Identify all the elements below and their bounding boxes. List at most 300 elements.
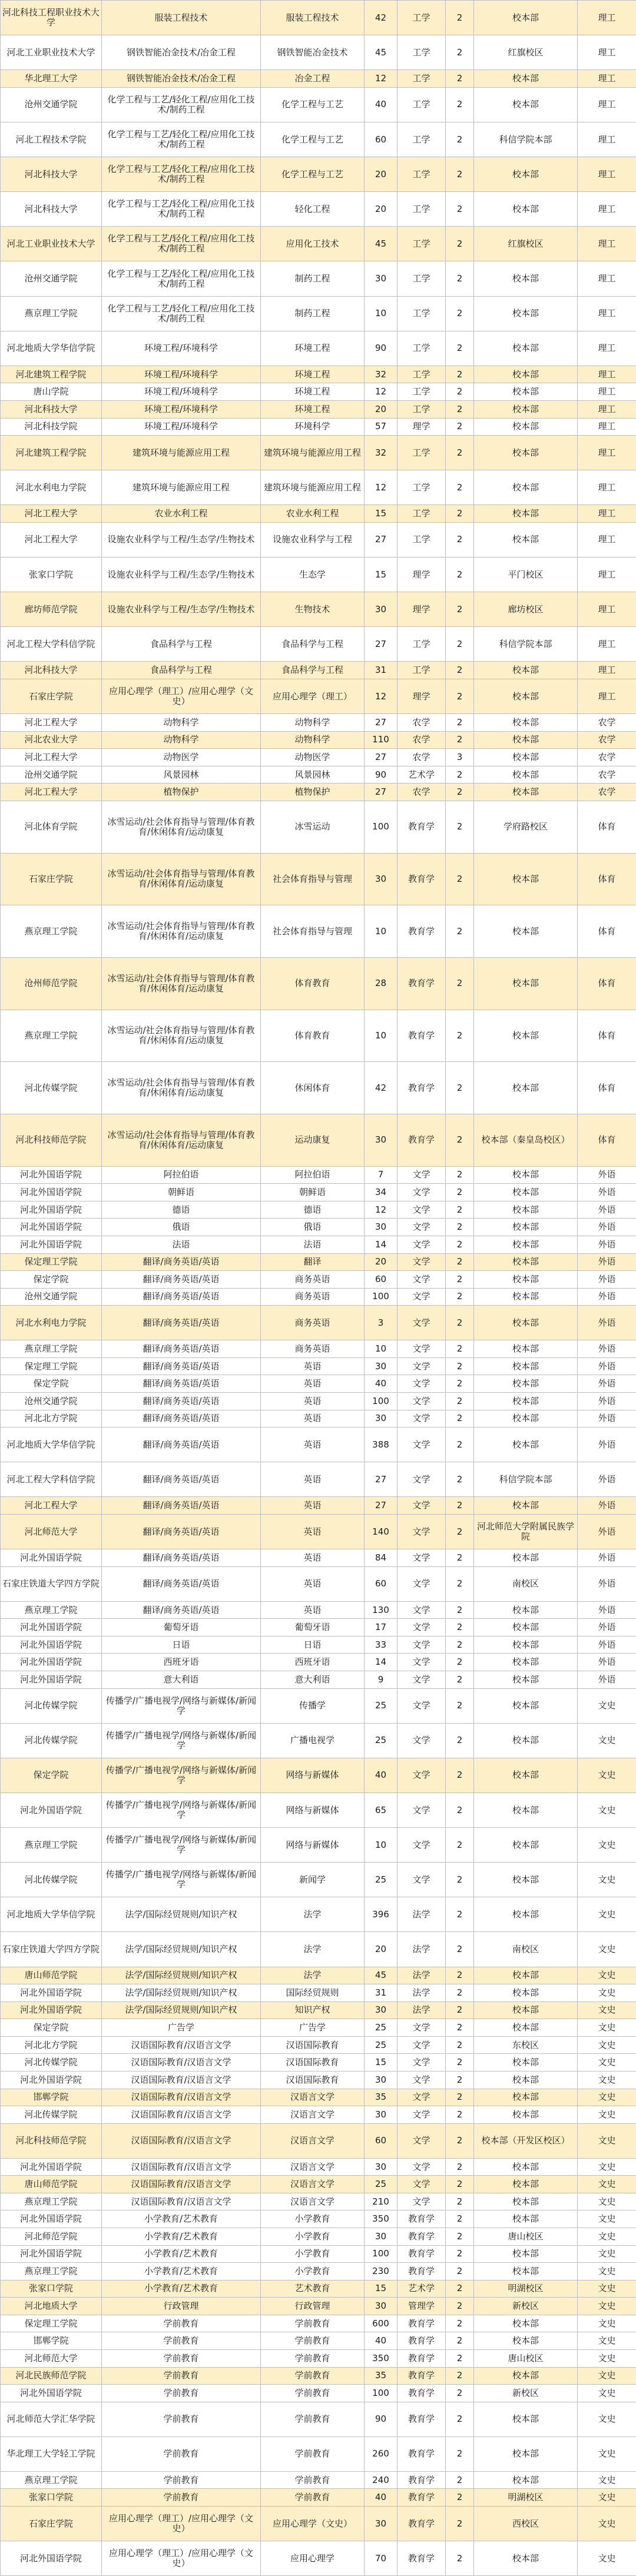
table-row bbox=[1, 1340, 636, 1358]
school-cell: 河北外国语学院 bbox=[1, 1184, 102, 1201]
school-cell: 保定理工学院 bbox=[1, 2315, 102, 2332]
campus-cell: 校本部 bbox=[474, 2210, 578, 2228]
discipline-cell: 文学 bbox=[398, 1671, 446, 1689]
category-cell: 文史 bbox=[578, 2089, 636, 2106]
duration-cell: 3 bbox=[446, 749, 474, 766]
category-cell: 理工 bbox=[578, 70, 636, 88]
quota-cell: 27 bbox=[365, 749, 398, 766]
table-row bbox=[1, 522, 636, 557]
major-group-cell: 服装工程技术 bbox=[102, 1, 261, 35]
table-row bbox=[1, 2402, 636, 2436]
school-cell: 河北外国语学院 bbox=[1, 1219, 102, 1236]
discipline-cell: 工学 bbox=[398, 522, 446, 557]
quota-cell: 32 bbox=[365, 366, 398, 383]
quota-cell: 12 bbox=[365, 470, 398, 505]
table-row bbox=[1, 1184, 636, 1201]
school-cell: 河北外国语学院 bbox=[1, 2001, 102, 2019]
quota-cell: 30 bbox=[365, 1357, 398, 1375]
major-cell: 学前教育 bbox=[261, 2436, 365, 2471]
category-cell: 文史 bbox=[578, 2471, 636, 2489]
campus-cell: 校本部 bbox=[474, 2367, 578, 2385]
category-cell: 文史 bbox=[578, 2385, 636, 2402]
major-group-cell: 环境工程/环境科学 bbox=[102, 418, 261, 436]
major-cell: 冰雪运动 bbox=[261, 801, 365, 853]
school-cell: 沧州交通学院 bbox=[1, 766, 102, 784]
category-cell: 理工 bbox=[578, 261, 636, 296]
school-cell: 河北工程大学 bbox=[1, 714, 102, 732]
major-cell: 汉语言文学 bbox=[261, 2176, 365, 2193]
major-group-cell: 行政管理 bbox=[102, 2298, 261, 2315]
duration-cell: 2 bbox=[446, 35, 474, 70]
category-cell: 文史 bbox=[578, 2280, 636, 2298]
quota-cell: 27 bbox=[365, 1462, 398, 1497]
campus-cell: 校本部 bbox=[474, 1, 578, 35]
duration-cell: 2 bbox=[446, 1184, 474, 1201]
major-group-cell: 环境工程/环境科学 bbox=[102, 400, 261, 418]
campus-cell: 校本部 bbox=[474, 1062, 578, 1114]
quota-cell: 110 bbox=[365, 731, 398, 749]
discipline-cell: 工学 bbox=[398, 627, 446, 662]
duration-cell: 2 bbox=[446, 1393, 474, 1410]
major-cell: 广播电视学 bbox=[261, 1723, 365, 1758]
major-group-cell: 小学教育/艺术教育 bbox=[102, 2245, 261, 2263]
major-group-cell: 化学工程与工艺/轻化工程/应用化工技术/制药工程 bbox=[102, 296, 261, 331]
major-cell: 应用心理学 bbox=[261, 2541, 365, 2576]
discipline-cell: 教育学 bbox=[398, 2315, 446, 2332]
school-cell: 河北工程大学 bbox=[1, 1497, 102, 1515]
major-group-cell: 学前教育 bbox=[102, 2471, 261, 2489]
major-cell: 行政管理 bbox=[261, 2298, 365, 2315]
category-cell: 外语 bbox=[578, 1288, 636, 1306]
discipline-cell: 工学 bbox=[398, 227, 446, 261]
table-row bbox=[1, 2245, 636, 2263]
major-group-cell: 西班牙语 bbox=[102, 1654, 261, 1671]
table-row bbox=[1, 557, 636, 592]
quota-cell: 25 bbox=[365, 2176, 398, 2193]
major-group-cell: 学前教育 bbox=[102, 2385, 261, 2402]
category-cell: 文史 bbox=[578, 2263, 636, 2280]
quota-cell: 27 bbox=[365, 714, 398, 732]
major-cell: 英语 bbox=[261, 1357, 365, 1375]
quota-cell: 20 bbox=[365, 157, 398, 192]
discipline-cell: 工学 bbox=[398, 1, 446, 35]
major-cell: 网络与新媒体 bbox=[261, 1792, 365, 1827]
school-cell: 河北科技学院 bbox=[1, 418, 102, 436]
school-cell: 邯郸学院 bbox=[1, 2089, 102, 2106]
quota-cell: 30 bbox=[365, 2158, 398, 2176]
table-row bbox=[1, 2123, 636, 2158]
category-cell: 理工 bbox=[578, 331, 636, 366]
campus-cell: 校本部 bbox=[474, 957, 578, 1010]
school-cell: 沧州交通学院 bbox=[1, 1288, 102, 1306]
category-cell: 外语 bbox=[578, 1566, 636, 1601]
category-cell: 文史 bbox=[578, 2228, 636, 2246]
table-row bbox=[1, 905, 636, 958]
campus-cell: 校本部 bbox=[474, 2001, 578, 2019]
campus-cell: 校本部 bbox=[474, 2054, 578, 2072]
major-group-cell: 小学教育/艺术教育 bbox=[102, 2228, 261, 2246]
major-cell: 汉语言文学 bbox=[261, 2158, 365, 2176]
major-cell: 化学工程与工艺 bbox=[261, 157, 365, 192]
duration-cell: 2 bbox=[446, 436, 474, 470]
duration-cell: 2 bbox=[446, 2001, 474, 2019]
major-cell: 英语 bbox=[261, 1410, 365, 1428]
duration-cell: 2 bbox=[446, 2158, 474, 2176]
discipline-cell: 农学 bbox=[398, 784, 446, 801]
category-cell: 理工 bbox=[578, 1, 636, 35]
quota-cell: 27 bbox=[365, 522, 398, 557]
major-cell: 汉语言文学 bbox=[261, 2193, 365, 2210]
major-group-cell: 食品科学与工程 bbox=[102, 662, 261, 679]
major-group-cell: 法语 bbox=[102, 1236, 261, 1253]
major-group-cell: 传播学/广播电视学/网络与新媒体/新闻学 bbox=[102, 1828, 261, 1863]
school-cell: 沧州交通学院 bbox=[1, 261, 102, 296]
major-cell: 学前教育 bbox=[261, 2367, 365, 2385]
table-row bbox=[1, 1671, 636, 1689]
major-group-cell: 法学/国际经贸规则/知识产权 bbox=[102, 1984, 261, 2002]
duration-cell: 2 bbox=[446, 261, 474, 296]
duration-cell: 2 bbox=[446, 714, 474, 732]
major-group-cell: 化学工程与工艺/轻化工程/应用化工技术/制药工程 bbox=[102, 227, 261, 261]
duration-cell: 2 bbox=[446, 1723, 474, 1758]
major-cell: 翻译 bbox=[261, 1253, 365, 1271]
school-cell: 河北外国语学院 bbox=[1, 2541, 102, 2576]
quota-cell: 30 bbox=[365, 1219, 398, 1236]
campus-cell: 校本部 bbox=[474, 1340, 578, 1358]
category-cell: 文史 bbox=[578, 1688, 636, 1723]
major-cell: 英语 bbox=[261, 1375, 365, 1393]
quota-cell: 70 bbox=[365, 2541, 398, 2576]
quota-cell: 140 bbox=[365, 1514, 398, 1549]
category-cell: 文史 bbox=[578, 2071, 636, 2089]
table-row bbox=[1, 784, 636, 801]
duration-cell: 2 bbox=[446, 192, 474, 227]
school-cell: 保定学院 bbox=[1, 2019, 102, 2037]
quota-cell: 25 bbox=[365, 1688, 398, 1723]
discipline-cell: 教育学 bbox=[398, 2210, 446, 2228]
major-group-cell: 学前教育 bbox=[102, 2349, 261, 2367]
category-cell: 农学 bbox=[578, 784, 636, 801]
table-row bbox=[1, 2019, 636, 2037]
campus-cell: 校本部（开发区校区） bbox=[474, 2123, 578, 2158]
school-cell: 河北师范学院 bbox=[1, 2228, 102, 2246]
major-group-cell: 环境工程/环境科学 bbox=[102, 383, 261, 401]
school-cell: 石家庄铁道大学四方学院 bbox=[1, 1932, 102, 1967]
campus-cell: 校本部 bbox=[474, 1758, 578, 1792]
discipline-cell: 理学 bbox=[398, 679, 446, 713]
category-cell: 外语 bbox=[578, 1619, 636, 1636]
duration-cell: 2 bbox=[446, 122, 474, 157]
major-cell: 国际经贸规则 bbox=[261, 1984, 365, 2002]
campus-cell: 校本部 bbox=[474, 2176, 578, 2193]
table-row bbox=[1, 1166, 636, 1184]
major-group-cell: 学前教育 bbox=[102, 2332, 261, 2350]
quota-cell: 100 bbox=[365, 2245, 398, 2263]
campus-cell: 校本部 bbox=[474, 1671, 578, 1689]
discipline-cell: 教育学 bbox=[398, 2228, 446, 2246]
category-cell: 外语 bbox=[578, 1357, 636, 1375]
school-cell: 唐山师范学院 bbox=[1, 2176, 102, 2193]
quota-cell: 60 bbox=[365, 1566, 398, 1601]
category-cell: 外语 bbox=[578, 1671, 636, 1689]
category-cell: 文史 bbox=[578, 1984, 636, 2002]
major-group-cell: 汉语国际教育/汉语言文学 bbox=[102, 2193, 261, 2210]
school-cell: 河北工程大学科信学院 bbox=[1, 627, 102, 662]
major-cell: 运动康复 bbox=[261, 1114, 365, 1167]
campus-cell: 校本部 bbox=[474, 1636, 578, 1654]
quota-cell: 90 bbox=[365, 2402, 398, 2436]
category-cell: 文史 bbox=[578, 2489, 636, 2507]
table-row bbox=[1, 383, 636, 401]
table-row bbox=[1, 1967, 636, 1984]
category-cell: 外语 bbox=[578, 1306, 636, 1340]
school-cell: 燕京理工学院 bbox=[1, 2193, 102, 2210]
duration-cell: 2 bbox=[446, 801, 474, 853]
table-row bbox=[1, 2489, 636, 2507]
table-row bbox=[1, 505, 636, 523]
category-cell: 外语 bbox=[578, 1636, 636, 1654]
category-cell: 文史 bbox=[578, 2054, 636, 2072]
major-group-cell: 法学/国际经贸规则/知识产权 bbox=[102, 2001, 261, 2019]
major-group-cell: 化学工程与工艺/轻化工程/应用化工技术/制药工程 bbox=[102, 192, 261, 227]
quota-cell: 57 bbox=[365, 418, 398, 436]
major-group-cell: 汉语国际教育/汉语言文学 bbox=[102, 2123, 261, 2158]
category-cell: 理工 bbox=[578, 470, 636, 505]
quota-cell: 42 bbox=[365, 1, 398, 35]
category-cell: 理工 bbox=[578, 418, 636, 436]
discipline-cell: 教育学 bbox=[398, 2245, 446, 2263]
major-group-cell: 化学工程与工艺/轻化工程/应用化工技术/制药工程 bbox=[102, 122, 261, 157]
major-cell: 英语 bbox=[261, 1566, 365, 1601]
major-group-cell: 食品科学与工程 bbox=[102, 627, 261, 662]
category-cell: 外语 bbox=[578, 1236, 636, 1253]
discipline-cell: 工学 bbox=[398, 192, 446, 227]
table-row bbox=[1, 1253, 636, 1271]
major-cell: 英语 bbox=[261, 1428, 365, 1462]
school-cell: 河北外国语学院 bbox=[1, 1619, 102, 1636]
duration-cell: 2 bbox=[446, 1932, 474, 1967]
school-cell: 石家庄学院 bbox=[1, 679, 102, 713]
major-cell: 网络与新媒体 bbox=[261, 1828, 365, 1863]
major-cell: 建筑环境与能源应用工程 bbox=[261, 470, 365, 505]
table-row bbox=[1, 87, 636, 122]
discipline-cell: 文学 bbox=[398, 2089, 446, 2106]
campus-cell: 校本部 bbox=[474, 1897, 578, 1932]
school-cell: 河北工程大学 bbox=[1, 505, 102, 523]
duration-cell: 2 bbox=[446, 1375, 474, 1393]
duration-cell: 2 bbox=[446, 2507, 474, 2541]
category-cell: 外语 bbox=[578, 1340, 636, 1358]
discipline-cell: 文学 bbox=[398, 1428, 446, 1462]
major-cell: 俄语 bbox=[261, 1219, 365, 1236]
campus-cell: 校本部 bbox=[474, 2263, 578, 2280]
campus-cell: 校本部 bbox=[474, 1357, 578, 1375]
discipline-cell: 文学 bbox=[398, 1236, 446, 1253]
duration-cell: 2 bbox=[446, 627, 474, 662]
duration-cell: 2 bbox=[446, 1619, 474, 1636]
table-row bbox=[1, 2158, 636, 2176]
discipline-cell: 文学 bbox=[398, 1393, 446, 1410]
table-row bbox=[1, 2315, 636, 2332]
category-cell: 理工 bbox=[578, 87, 636, 122]
school-cell: 河北外国语学院 bbox=[1, 1636, 102, 1654]
major-cell: 社会体育指导与管理 bbox=[261, 905, 365, 958]
category-cell: 理工 bbox=[578, 383, 636, 401]
school-cell: 河北科技师范学院 bbox=[1, 1114, 102, 1167]
discipline-cell: 工学 bbox=[398, 436, 446, 470]
category-cell: 文史 bbox=[578, 1828, 636, 1863]
campus-cell: 校本部 bbox=[474, 1967, 578, 1984]
discipline-cell: 教育学 bbox=[398, 1010, 446, 1062]
duration-cell: 2 bbox=[446, 557, 474, 592]
discipline-cell: 工学 bbox=[398, 70, 446, 88]
quota-cell: 20 bbox=[365, 1932, 398, 1967]
major-group-cell: 动物科学 bbox=[102, 714, 261, 732]
duration-cell: 2 bbox=[446, 1428, 474, 1462]
quota-cell: 42 bbox=[365, 1062, 398, 1114]
duration-cell: 2 bbox=[446, 505, 474, 523]
school-cell: 河北农业大学 bbox=[1, 731, 102, 749]
major-group-cell: 冰雪运动/社会体育指导与管理/体育教育/休闲体育/运动康复 bbox=[102, 905, 261, 958]
major-cell: 农业水利工程 bbox=[261, 505, 365, 523]
campus-cell: 校本部 bbox=[474, 505, 578, 523]
discipline-cell: 理学 bbox=[398, 557, 446, 592]
category-cell: 外语 bbox=[578, 1410, 636, 1428]
table-row bbox=[1, 2541, 636, 2576]
discipline-cell: 文学 bbox=[398, 1723, 446, 1758]
duration-cell: 2 bbox=[446, 2402, 474, 2436]
discipline-cell: 工学 bbox=[398, 400, 446, 418]
campus-cell: 校本部 bbox=[474, 1306, 578, 1340]
duration-cell: 2 bbox=[446, 227, 474, 261]
duration-cell: 2 bbox=[446, 2332, 474, 2350]
duration-cell: 2 bbox=[446, 1271, 474, 1289]
campus-cell: 西校区 bbox=[474, 2507, 578, 2541]
quota-cell: 130 bbox=[365, 1601, 398, 1619]
table-row bbox=[1, 366, 636, 383]
school-cell: 河北工程大学 bbox=[1, 522, 102, 557]
discipline-cell: 文学 bbox=[398, 1549, 446, 1567]
major-group-cell: 法学/国际经贸规则/知识产权 bbox=[102, 1932, 261, 1967]
duration-cell: 2 bbox=[446, 157, 474, 192]
table-row bbox=[1, 2280, 636, 2298]
campus-cell: 学府路校区 bbox=[474, 801, 578, 853]
school-cell: 河北传媒学院 bbox=[1, 1688, 102, 1723]
school-cell: 河北外国语学院 bbox=[1, 1166, 102, 1184]
duration-cell: 2 bbox=[446, 2263, 474, 2280]
table-row bbox=[1, 1792, 636, 1827]
school-cell: 沧州交通学院 bbox=[1, 87, 102, 122]
table-row bbox=[1, 157, 636, 192]
campus-cell: 校本部 bbox=[474, 1984, 578, 2002]
quota-cell: 90 bbox=[365, 331, 398, 366]
discipline-cell: 文学 bbox=[398, 1166, 446, 1184]
major-cell: 动物科学 bbox=[261, 731, 365, 749]
school-cell: 河北地质大学华信学院 bbox=[1, 1428, 102, 1462]
school-cell: 廊坊师范学院 bbox=[1, 592, 102, 627]
major-cell: 环境工程 bbox=[261, 366, 365, 383]
school-cell: 河北传媒学院 bbox=[1, 2054, 102, 2072]
quota-cell: 600 bbox=[365, 2315, 398, 2332]
school-cell: 石家庄学院 bbox=[1, 2507, 102, 2541]
major-cell: 生态学 bbox=[261, 557, 365, 592]
category-cell: 外语 bbox=[578, 1184, 636, 1201]
major-group-cell: 日语 bbox=[102, 1636, 261, 1654]
category-cell: 理工 bbox=[578, 296, 636, 331]
discipline-cell: 文学 bbox=[398, 1219, 446, 1236]
major-group-cell: 建筑环境与能源应用工程 bbox=[102, 470, 261, 505]
major-cell: 朝鲜语 bbox=[261, 1184, 365, 1201]
quota-cell: 45 bbox=[365, 1967, 398, 1984]
category-cell: 理工 bbox=[578, 679, 636, 713]
table-row bbox=[1, 2106, 636, 2124]
major-group-cell: 翻译/商务英语/英语 bbox=[102, 1340, 261, 1358]
quota-cell: 60 bbox=[365, 2123, 398, 2158]
campus-cell: 校本部 bbox=[474, 1723, 578, 1758]
duration-cell: 2 bbox=[446, 766, 474, 784]
table-row bbox=[1, 2349, 636, 2367]
quota-cell: 33 bbox=[365, 1636, 398, 1654]
duration-cell: 2 bbox=[446, 905, 474, 958]
category-cell: 文史 bbox=[578, 1863, 636, 1897]
major-group-cell: 传播学/广播电视学/网络与新媒体/新闻学 bbox=[102, 1723, 261, 1758]
school-cell: 河北地质大学华信学院 bbox=[1, 331, 102, 366]
category-cell: 文史 bbox=[578, 1932, 636, 1967]
major-cell: 社会体育指导与管理 bbox=[261, 853, 365, 905]
quota-cell: 15 bbox=[365, 557, 398, 592]
campus-cell: 校本部 bbox=[474, 1601, 578, 1619]
campus-cell: 科信学院本部 bbox=[474, 122, 578, 157]
discipline-cell: 农学 bbox=[398, 749, 446, 766]
category-cell: 体育 bbox=[578, 957, 636, 1010]
campus-cell: 校本部 bbox=[474, 2315, 578, 2332]
duration-cell: 2 bbox=[446, 2071, 474, 2089]
duration-cell: 2 bbox=[446, 1462, 474, 1497]
duration-cell: 2 bbox=[446, 1340, 474, 1358]
quota-cell: 30 bbox=[365, 2071, 398, 2089]
quota-cell: 20 bbox=[365, 1253, 398, 1271]
major-group-cell: 学前教育 bbox=[102, 2367, 261, 2385]
category-cell: 文史 bbox=[578, 2176, 636, 2193]
school-cell: 河北师范大学 bbox=[1, 2349, 102, 2367]
major-group-cell: 翻译/商务英语/英语 bbox=[102, 1514, 261, 1549]
quota-cell: 30 bbox=[365, 2106, 398, 2124]
table-row bbox=[1, 261, 636, 296]
major-group-cell: 广告学 bbox=[102, 2019, 261, 2037]
campus-cell: 校本部 bbox=[474, 157, 578, 192]
major-cell: 法语 bbox=[261, 1236, 365, 1253]
major-cell: 学前教育 bbox=[261, 2402, 365, 2436]
table-row bbox=[1, 1306, 636, 1340]
quota-cell: 31 bbox=[365, 1984, 398, 2002]
duration-cell: 2 bbox=[446, 1357, 474, 1375]
campus-cell: 校本部 bbox=[474, 1549, 578, 1567]
campus-cell: 新校区 bbox=[474, 2298, 578, 2315]
campus-cell: 校本部 bbox=[474, 853, 578, 905]
school-cell: 保定学院 bbox=[1, 1758, 102, 1792]
discipline-cell: 文学 bbox=[398, 1514, 446, 1549]
table-row bbox=[1, 1010, 636, 1062]
major-cell: 商务英语 bbox=[261, 1288, 365, 1306]
discipline-cell: 理学 bbox=[398, 418, 446, 436]
major-cell: 商务英语 bbox=[261, 1306, 365, 1340]
discipline-cell: 文学 bbox=[398, 1410, 446, 1428]
discipline-cell: 农学 bbox=[398, 731, 446, 749]
category-cell: 文史 bbox=[578, 2349, 636, 2367]
major-cell: 葡萄牙语 bbox=[261, 1619, 365, 1636]
campus-cell: 校本部 bbox=[474, 192, 578, 227]
campus-cell: 校本部 bbox=[474, 1166, 578, 1184]
